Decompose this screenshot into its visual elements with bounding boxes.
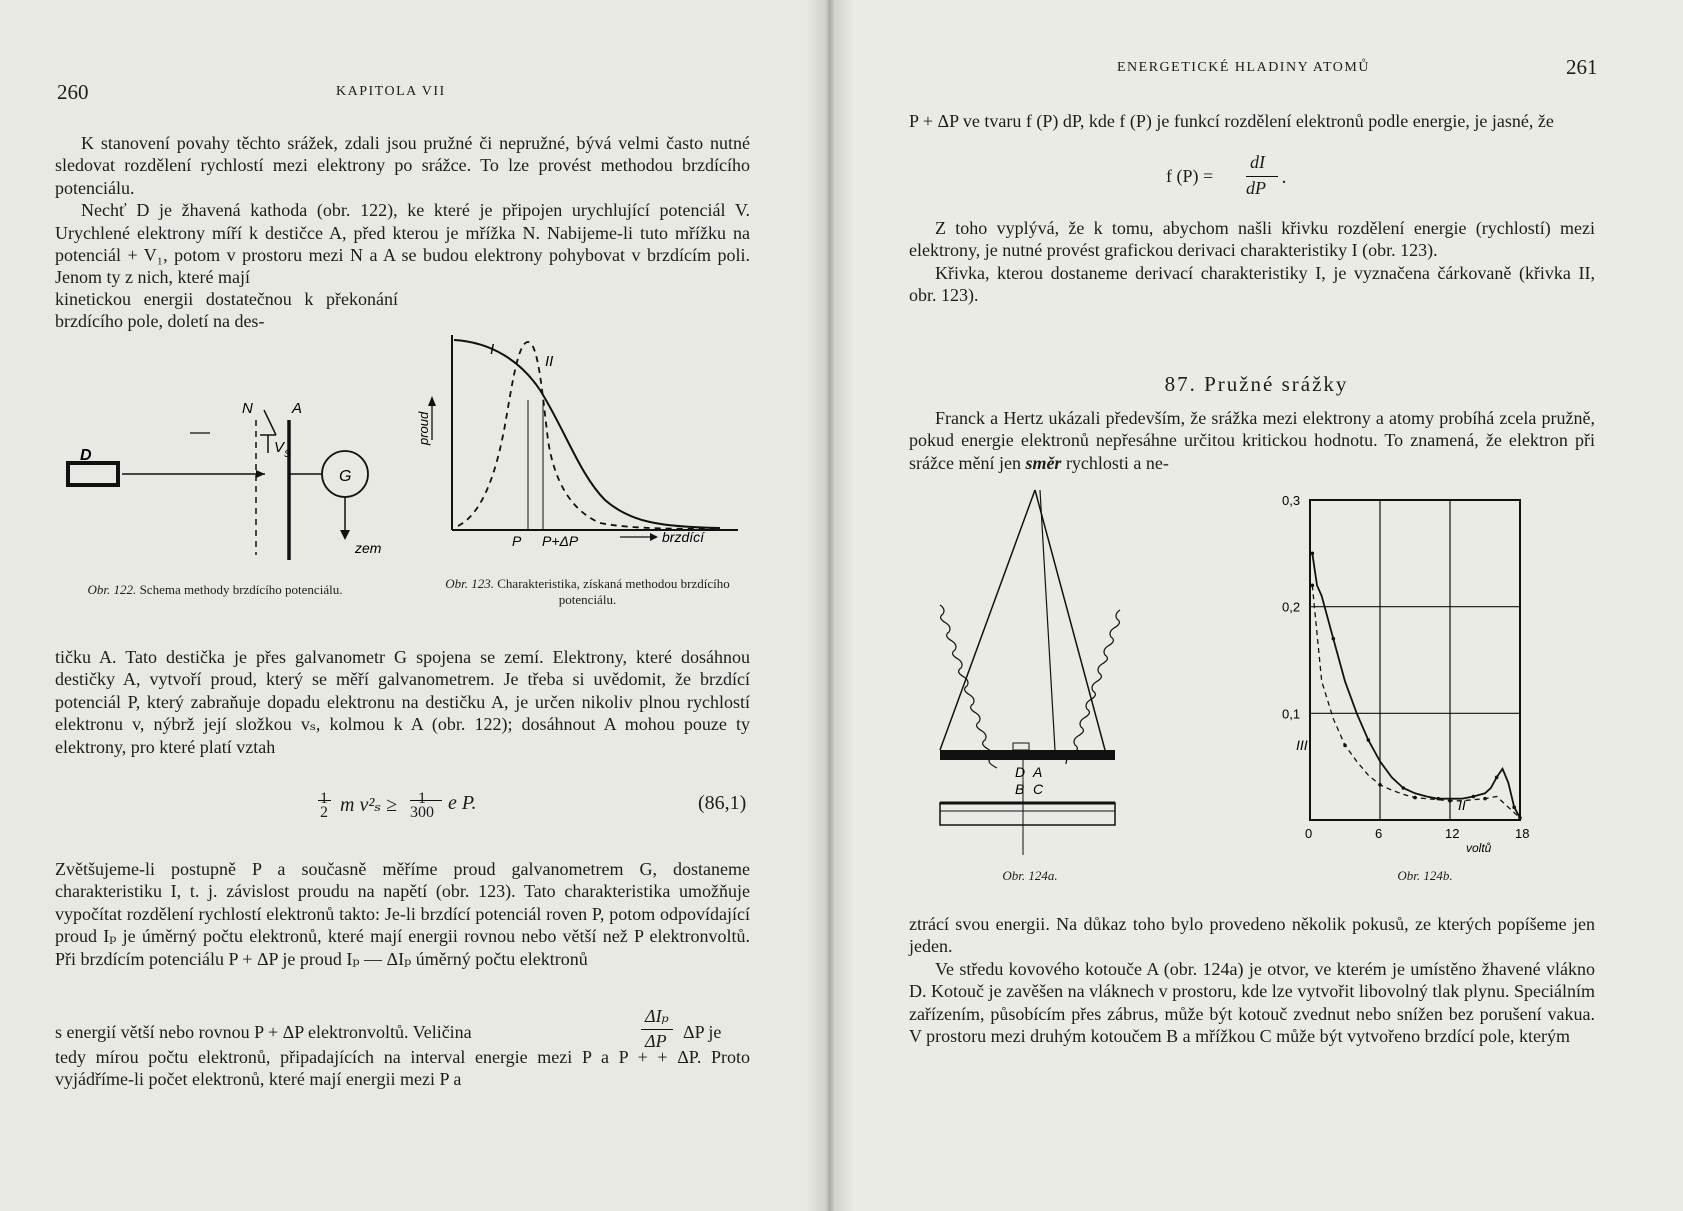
paragraph-text: kinetickou energii dostatečnou k překonání brzdícího pole, doletí na des- xyxy=(55,289,398,332)
x-label-brzdici: brzdící xyxy=(662,529,705,545)
caption-text: Charakteristika, získaná methodou brzdícího potenciálu. xyxy=(497,576,730,607)
arrow-head xyxy=(256,470,265,478)
section-title: 87. Pružné srážky xyxy=(1164,372,1349,396)
caption-label: Obr. 123. xyxy=(445,576,495,591)
formula-fP xyxy=(1166,152,1366,206)
series-line-II xyxy=(1312,553,1520,818)
paragraph-text: ztrácí svou energii. Na důkaz toho bylo provedeno několik pokusů, ze kterých popíšeme jen jeden. xyxy=(909,914,1595,957)
chart-grid xyxy=(1310,500,1520,820)
data-point xyxy=(1311,584,1315,588)
data-point xyxy=(1367,738,1371,742)
x-tick-label: 6 xyxy=(1375,826,1383,841)
plot-frame xyxy=(1310,500,1520,820)
frac-den: 2 xyxy=(320,804,328,821)
data-point xyxy=(1378,783,1382,787)
paragraph-text: tedy mírou počtu elektronů, připadajících na interval energie mezi P a P + + ΔP. Proto vyjádříme-li počet elektronů, které mají energii mezi P a xyxy=(55,1047,750,1090)
paragraph-text xyxy=(909,407,1595,474)
chart-series xyxy=(1311,552,1522,820)
frac-den: 300 xyxy=(410,804,434,821)
label-G: G xyxy=(339,468,352,485)
formula-tail: e P. xyxy=(448,792,477,814)
paragraph-text: Ve středu kovového kotouče A (obr. 124a) je otvor, ve kterém je umístěno žhavené vlákno D. Kotouč je zavěšen na vláknech v prostoru, kde lze vytvořit libovolný tlak plynu. Speciálním zařízením, působícím přes zábrus, může být kotouč zvednut nebo snížen bez porušení vakua. V prostoru mezi druhým kotoučem B a mřížkou C může být vytvořeno brzdící pole, kterým xyxy=(909,958,1595,1047)
data-point xyxy=(1495,776,1499,780)
x-arrow-head xyxy=(650,533,658,541)
paragraph xyxy=(909,913,1595,1047)
data-point xyxy=(1402,786,1406,790)
paragraph-text: s energií větší nebo rovnou P + ΔP elektronvoltů. Veličina xyxy=(55,1022,472,1042)
paragraph-text: P + ΔP ve tvaru f (P) dP, kde f (P) je funkcí rozdělení elektronů podle energie, je jasné, že xyxy=(909,111,1554,131)
label-zem: zem xyxy=(355,540,382,556)
paragraph xyxy=(909,110,1595,132)
label-Vs: V xyxy=(274,439,285,456)
page-number: 261 xyxy=(1566,55,1598,79)
paragraph-narrow xyxy=(55,288,398,333)
figure-124a-caption: Obr. 124a. xyxy=(1002,868,1058,883)
figure-123-caption xyxy=(425,576,750,608)
figure-122-caption xyxy=(50,582,380,598)
y-tick-label: 0,1 xyxy=(1282,706,1301,722)
paragraph-text: Zvětšujeme-li postupně P a současně měříme proud galvanometrem G, dostaneme charakteristiku I, t. j. závislost proudu na napětí (obr. 123). Tato charakteristika umožňuje vypočítat rozdělení rychlostí elektronů takto: Je-li brzdící potenciál roven P, potom odpovídající proud Iₚ je úměrný počtu elektronů, které mají energii rovnou nebo větší než P elektronvoltů. Při brzdícím potenciálu P + ΔP je proud Iₚ — ΔIₚ úměrný počtu elektronů xyxy=(55,859,750,969)
formula-86-1 xyxy=(320,790,750,840)
caption-text: Schema methody brzdícího potenciálu. xyxy=(139,582,343,597)
curve-II xyxy=(458,342,720,529)
label-D: D xyxy=(1015,764,1026,780)
paragraph-fraction-line xyxy=(55,1006,750,1051)
frac-num: 1 xyxy=(418,790,426,807)
formula-lhs: f (P) = xyxy=(1166,166,1214,186)
paragraph xyxy=(55,858,750,970)
page-number: 260 xyxy=(57,80,89,104)
suspension-line xyxy=(940,490,1035,750)
frac-den: ΔP xyxy=(645,1031,667,1051)
formula-middle: m v²ₛ ≥ xyxy=(340,794,398,816)
paragraph-text: K stanovení povahy těchto srážek, zdali jsou pružné či nepružné, bývá velmi často nutné sledovat rozdělení rychlostí mezi elektrony po srážce. To lze provést methodou brzdícího potenciálu. xyxy=(55,133,750,198)
paragraph xyxy=(909,407,1595,474)
series-line-III xyxy=(1312,585,1520,818)
data-point xyxy=(1472,795,1476,799)
disc-B-grid xyxy=(940,803,1115,825)
equation-number: (86,1) xyxy=(698,792,747,814)
paragraph-text: Nechť D je žhavená kathoda (obr. 122), ke které je připojen urychlující potenciál V. Urychlené elektrony míří k destičce A, před kterou je mřížka N. Nabijeme-li tuto mřížku na potenciál + V₁, potom v prostoru mezi N a A se budou elektrony pohybovat v brzdícím poli. Jenom ty z nich, které mají xyxy=(55,200,750,288)
figure-124a-apparatus xyxy=(935,485,1135,860)
paragraph-text: tičku A. Tato destička je přes galvanometr G spojena se zemí. Elektrony, které dosáhnou destičky A, vytvoří proud, který se měří galvanometrem. Je třeba si uvědomit, že brzdící potenciál P, který zabraňuje dopadu elektronu na destičku A, je určen nikoliv plnou rychlostí elektronu v, nýbrž její složkou vₛ, kolmou k A (obr. 122); dosáhnout A mohou pouze ty elektrony, pro které platí vztah xyxy=(55,647,750,757)
paragraph-text: Z toho vyplývá, že k tomu, abychom našli křivku rozdělení energie (rychlostí) mezi elektrony, je nutné provést grafickou derivaci charakteristiky I (obr. 123). xyxy=(909,218,1595,261)
suspension-line xyxy=(1035,490,1105,750)
data-point xyxy=(1483,797,1487,801)
ground-arrow xyxy=(340,530,350,540)
data-point xyxy=(1518,816,1522,820)
right-page xyxy=(830,0,1683,1211)
paragraph xyxy=(55,132,750,289)
paragraph-text: ΔP je xyxy=(683,1022,722,1042)
x-label-PdP: P+ΔP xyxy=(542,533,579,549)
curve-label-III: III xyxy=(1296,737,1308,753)
emphasis: směr xyxy=(1025,452,1062,473)
paragraph-text: Franck a Hertz ukázali především, že srážka mezi elektrony a atomy probíhá zcela pružně, pokud energie elektronů nepřesáhne určitou kritickou hodnotu. To znamená, že elektron při srážce mění jen xyxy=(909,408,1595,473)
suspension-line xyxy=(1040,490,1055,750)
velocity-arrow xyxy=(264,410,276,435)
label-N: N xyxy=(242,400,253,417)
y-label: proud xyxy=(416,411,431,445)
paragraph xyxy=(909,217,1595,307)
x-tick-label: 12 xyxy=(1445,826,1460,841)
data-point xyxy=(1413,796,1417,800)
label-A: A xyxy=(292,400,303,417)
disc-A xyxy=(940,750,1115,760)
frac-num: dI xyxy=(1250,152,1265,172)
curve-label-I: I xyxy=(490,341,495,358)
y-arrow-head xyxy=(428,396,436,406)
label-Vs-sub: S xyxy=(284,449,291,460)
paragraph xyxy=(55,646,750,758)
running-head: KAPITOLA VII xyxy=(336,84,446,99)
figure-124b-caption: Obr. 124b. xyxy=(1397,868,1453,883)
x-label-P: P xyxy=(512,533,522,549)
paragraph xyxy=(55,1046,750,1091)
label-D: D xyxy=(80,447,92,464)
x-tick-label: 18 xyxy=(1515,826,1530,841)
x-tick-label: 0 xyxy=(1305,826,1313,841)
label-B: B xyxy=(1015,781,1025,797)
label-C: C xyxy=(1033,781,1044,797)
paragraph-text: Křivka, kterou dostaneme derivací charakteristiky I, je vyznačena čárkovaně (křivka II, obr. 123). xyxy=(909,262,1595,306)
figure-123-chart xyxy=(416,330,750,565)
wire-coil-left xyxy=(940,605,997,768)
data-point xyxy=(1512,805,1516,809)
figure-124b-chart xyxy=(1270,490,1560,860)
data-point xyxy=(1343,744,1347,748)
left-page xyxy=(0,0,830,1211)
cathode-shape xyxy=(68,463,118,485)
running-head: ENERGETICKÉ HLADINY ATOMŮ xyxy=(1117,60,1370,75)
frac-den: dP xyxy=(1246,178,1266,198)
label-A: A xyxy=(1033,764,1043,780)
curve-I xyxy=(454,340,720,528)
x-axis-label: voltů xyxy=(1466,841,1492,855)
frac-num: 1 xyxy=(320,790,328,807)
paragraph-text: rychlosti a ne- xyxy=(1065,452,1169,473)
filament-holder xyxy=(1013,743,1029,750)
data-point xyxy=(1311,552,1315,556)
y-tick-label: 0,3 xyxy=(1282,493,1301,508)
data-point xyxy=(1448,799,1452,803)
figure-122-schematic xyxy=(60,395,410,580)
frac-num: ΔIₚ xyxy=(645,1006,669,1026)
y-tick-label: 0,2 xyxy=(1282,599,1301,615)
formula-end: . xyxy=(1282,166,1287,188)
data-point xyxy=(1332,637,1336,641)
caption-label: Obr. 122. xyxy=(87,582,137,597)
curve-label-II: II xyxy=(545,353,554,370)
curve-label-II: II xyxy=(1458,797,1466,813)
